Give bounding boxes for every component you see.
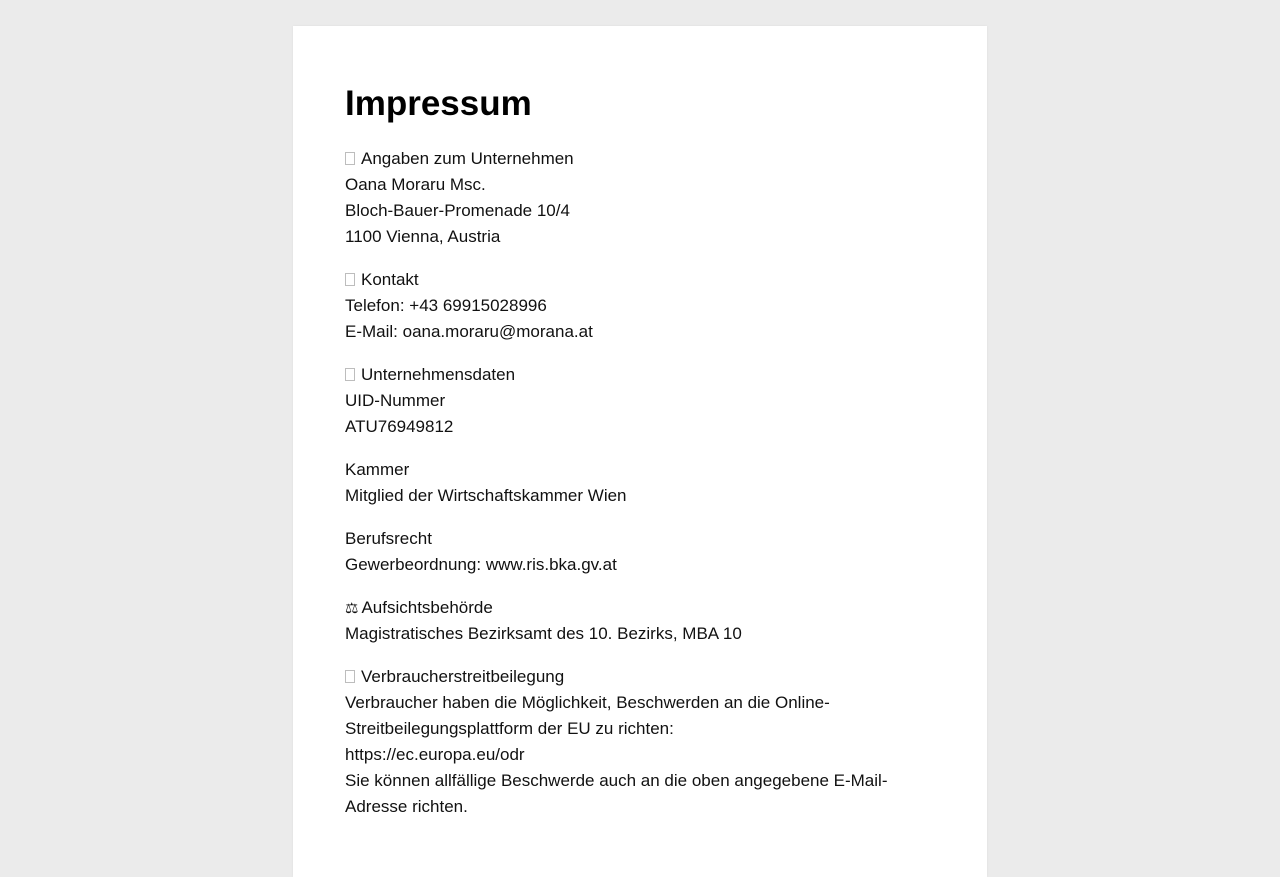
professional-law-value: Gewerbeordnung: www.ris.bka.gv.at — [345, 555, 617, 574]
contact-phone: Telefon: +43 69915028996 — [345, 296, 547, 315]
missing-glyph-icon — [345, 273, 355, 286]
scales-icon: ⚖ — [345, 599, 359, 617]
odr-link[interactable]: https://ec.europa.eu/odr — [345, 745, 525, 764]
dispute-text-1b: Streitbeilegungsplattform der EU zu richten: — [345, 719, 674, 738]
section-company-data — [345, 362, 935, 440]
section-dispute-resolution — [345, 664, 935, 820]
dispute-heading: Verbraucherstreitbeilegung — [361, 667, 565, 686]
impressum-card — [293, 26, 987, 877]
professional-law-heading: Berufsrecht — [345, 529, 432, 548]
company-city: 1100 Vienna, Austria — [345, 227, 501, 246]
section-contact — [345, 267, 935, 345]
company-street: Bloch-Bauer-Promenade 10/4 — [345, 201, 570, 220]
dispute-text-1a: Verbraucher haben die Möglichkeit, Beschwerden an die Online- — [345, 693, 830, 712]
section-heading — [345, 146, 935, 172]
uid-label: UID-Nummer — [345, 391, 446, 410]
uid-value: ATU76949812 — [345, 417, 454, 436]
missing-glyph-icon — [345, 368, 355, 381]
company-data-heading: Unternehmensdaten — [361, 365, 516, 384]
dispute-text-2a: Sie können allfällige Beschwerde auch an die oben angegebene E-Mail- — [345, 771, 888, 790]
missing-glyph-icon — [345, 670, 355, 683]
contact-heading: Kontakt — [361, 270, 419, 289]
authority-value: Magistratisches Bezirksamt des 10. Bezirks, MBA 10 — [345, 624, 742, 643]
section-company — [345, 146, 935, 250]
authority-heading: Aufsichtsbehörde — [361, 598, 493, 617]
section-heading — [345, 595, 935, 621]
missing-glyph-icon — [345, 152, 355, 165]
section-professional-law — [345, 526, 935, 578]
chamber-heading: Kammer — [345, 460, 410, 479]
section-chamber — [345, 457, 935, 509]
company-name: Oana Moraru Msc. — [345, 175, 486, 194]
page-title: Impressum — [345, 84, 532, 123]
company-heading: Angaben zum Unternehmen — [361, 149, 574, 168]
section-heading — [345, 267, 935, 293]
contact-email: E-Mail: oana.moraru@morana.at — [345, 322, 593, 341]
dispute-text-2b: Adresse richten. — [345, 797, 468, 816]
section-heading — [345, 664, 935, 690]
section-heading — [345, 362, 935, 388]
section-authority — [345, 595, 935, 647]
chamber-value: Mitglied der Wirtschaftskammer Wien — [345, 486, 627, 505]
